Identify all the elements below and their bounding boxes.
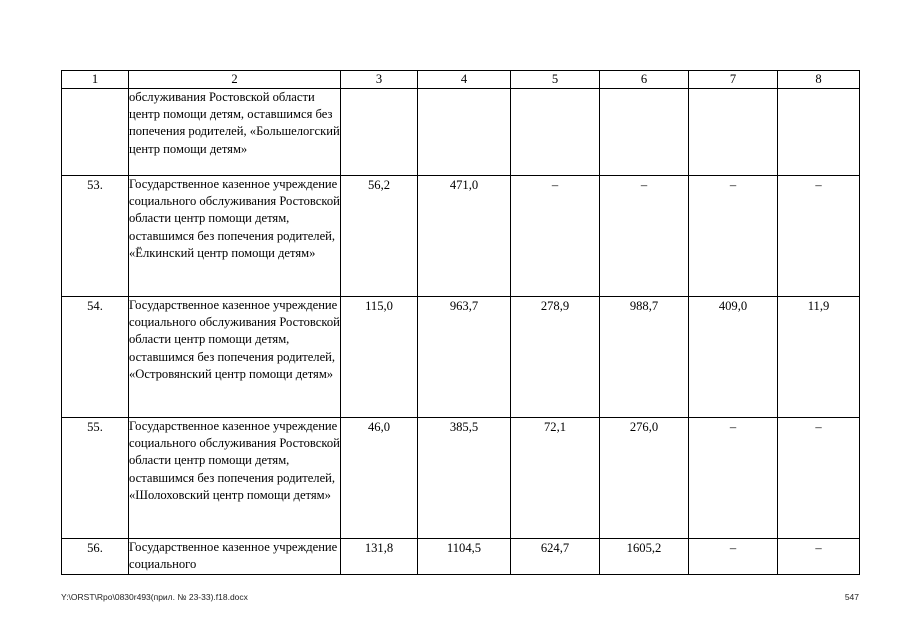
value-cell: 1104,5: [418, 539, 511, 575]
row-number: 54.: [62, 297, 129, 418]
value-cell: 988,7: [600, 297, 689, 418]
header-cell: 3: [341, 71, 418, 89]
value-cell: –: [689, 539, 778, 575]
value-cell: –: [689, 176, 778, 297]
header-cell: 8: [778, 71, 860, 89]
row-number: 55.: [62, 418, 129, 539]
header-cell: 2: [129, 71, 341, 89]
value-cell: [778, 89, 860, 176]
value-cell: 72,1: [511, 418, 600, 539]
value-cell: [689, 89, 778, 176]
institution-name: обслуживания Ростовской области центр помощи детям, оставшимся без попечения родителей, «Большелогский центр помощи детям»: [129, 89, 341, 176]
row-number: [62, 89, 129, 176]
table-header-row: [62, 71, 860, 89]
value-cell: [600, 89, 689, 176]
value-cell: –: [511, 176, 600, 297]
value-cell: [511, 89, 600, 176]
value-cell: 624,7: [511, 539, 600, 575]
value-cell: 56,2: [341, 176, 418, 297]
value-cell: –: [778, 539, 860, 575]
table-row: [62, 539, 860, 575]
header-cell: 5: [511, 71, 600, 89]
value-cell: 385,5: [418, 418, 511, 539]
footer-page-number: 547: [844, 592, 859, 602]
header-cell: 6: [600, 71, 689, 89]
row-number: 56.: [62, 539, 129, 575]
value-cell: 131,8: [341, 539, 418, 575]
value-cell: 115,0: [341, 297, 418, 418]
table-row: [62, 297, 860, 418]
value-cell: –: [778, 418, 860, 539]
row-number: 53.: [62, 176, 129, 297]
header-cell: 1: [62, 71, 129, 89]
header-cell: 7: [689, 71, 778, 89]
value-cell: [341, 89, 418, 176]
institution-name: Государственное казенное учреждение социального обслуживания Ростовской области центр помощи детям, оставшимся без попечения родителей, «Шолоховский центр помощи детям»: [129, 418, 341, 539]
value-cell: 963,7: [418, 297, 511, 418]
value-cell: 471,0: [418, 176, 511, 297]
header-cell: 4: [418, 71, 511, 89]
value-cell: 409,0: [689, 297, 778, 418]
value-cell: 46,0: [341, 418, 418, 539]
value-cell: 11,9: [778, 297, 860, 418]
value-cell: 1605,2: [600, 539, 689, 575]
value-cell: 276,0: [600, 418, 689, 539]
institution-name: Государственное казенное учреждение социального обслуживания Ростовской области центр помощи детям, оставшимся без попечения родителей, «Островянский центр помощи детям»: [129, 297, 341, 418]
institution-name: Государственное казенное учреждение социального обслуживания Ростовской области центр помощи детям, оставшимся без попечения родителей, «Ёлкинский центр помощи детям»: [129, 176, 341, 297]
value-cell: –: [778, 176, 860, 297]
table-row-continuation: [62, 89, 860, 176]
value-cell: –: [689, 418, 778, 539]
value-cell: 278,9: [511, 297, 600, 418]
value-cell: [418, 89, 511, 176]
value-cell: –: [600, 176, 689, 297]
institution-name: Государственное казенное учреждение социального: [129, 539, 341, 575]
footer-file-path: Y:\ORST\Rpo\0830r493(прил. № 23-33).f18.docx: [61, 592, 248, 602]
table-row: [62, 176, 860, 297]
data-table: [61, 70, 860, 575]
table-row: [62, 418, 860, 539]
